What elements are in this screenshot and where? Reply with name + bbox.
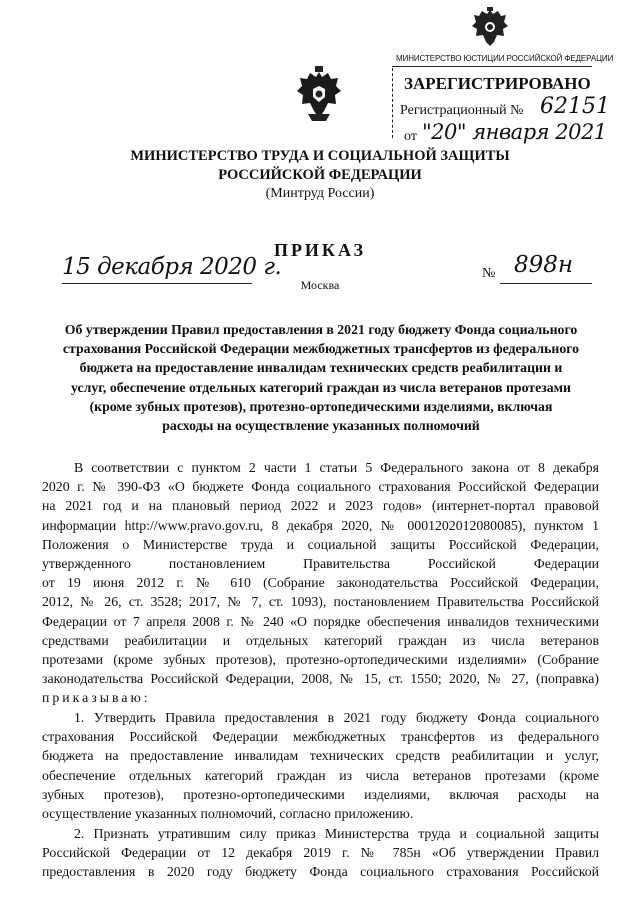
preamble-line: протезами (кроме зубных протезов), протезно-ортопедическими изделиями» (Собрание — [42, 651, 599, 667]
preamble-line: информации http://www.pravo.gov.ru, 8 декабря 2020, № 0001202012080085), пунктом 1 — [42, 517, 599, 533]
orders-word: приказываю: — [42, 690, 151, 706]
stamp-date-label: от — [404, 129, 417, 144]
item-1-line: бюджета на предоставление инвалидам технических средств реабилитации и услуг, — [42, 748, 599, 764]
ministry-short-name: (Минтруд России) — [265, 186, 375, 201]
item-2-line: 2. Признать утратившим силу приказ Министерства труда и социальной защиты — [74, 826, 599, 841]
item-1-paragraph — [42, 708, 599, 823]
preamble-paragraph — [42, 458, 599, 707]
item-1-line: 1. Утвердить Правила предоставления в 2021 году бюджету Фонда социального — [74, 710, 599, 725]
order-date: 15 декабря 2020 г. — [62, 254, 282, 280]
subject-line: расходы на осуществление указанных полномочий — [162, 418, 480, 434]
preamble-line: на 2021 год и на плановый период 2022 и 2023 годов» (интернет-портал правовой — [42, 498, 599, 514]
subject-line: услуг, обеспечение отдельных категорий граждан из числа ветеранов протезами — [70, 379, 571, 395]
preamble-line: Федерации от 7 апреля 2008 г. № 240 «О порядке обеспечения инвалидов техническими — [42, 613, 599, 629]
item-1-line: осуществление указанных полномочий, согласно приложению. — [42, 805, 414, 821]
order-number: 898н — [514, 252, 574, 278]
ministry-name-line2: РОССИЙСКОЙ ФЕДЕРАЦИИ — [218, 167, 422, 183]
stamp-reg-number-label: Регистрационный № — [400, 103, 524, 118]
item-1-line: страхования Российской Федерации межбюджетных трансфертов из федерального — [42, 729, 599, 745]
order-number-sign: № — [482, 266, 496, 281]
subject-line: страхования Российской Федерации межбюджетных трансфертов из федерального — [62, 341, 580, 357]
order-city: Москва — [300, 278, 340, 292]
order-title: ПРИКАЗ — [273, 240, 367, 260]
stamp-reg-number: 62151 — [540, 94, 610, 119]
subject-line: Об утверждении Правил предоставления в 2021 году бюджету Фонда социального — [64, 322, 578, 337]
registration-stamp — [392, 48, 614, 144]
item-2-line: предоставления в 2020 году бюджету Фонда социального страхования Российской — [42, 864, 599, 880]
order-subject — [50, 320, 592, 435]
stamp-divider — [392, 66, 592, 67]
item-2-line: Российской Федерации от 12 декабря 2019 г. № 785н «Об утверждении Правил — [42, 845, 599, 861]
preamble-line: утвержденного постановлением Правительства Российской Федерации — [42, 555, 599, 571]
item-1-line: обеспечение отдельных категорий граждан из числа ветеранов протезами (кроме — [42, 767, 599, 783]
preamble-line: законодательства Российской Федерации, 2008, № 15, ст. 1550; 2020, № 27, (поправка) — [42, 671, 599, 687]
preamble-line: от 19 июня 2012 г. № 610 (Собрание законодательства Российской Федерации, — [42, 575, 599, 591]
item-1-line: зубных протезов), протезно-ортопедическими изделиями, включая расходы на — [42, 786, 599, 802]
subject-line: (кроме зубных протезов), протезно-ортопедическими изделиями, включая — [89, 398, 553, 414]
preamble-line: В соответствии с пунктом 2 части 1 статьи 5 Федерального закона от 8 декабря — [74, 460, 599, 475]
subject-line: бюджета на предоставление инвалидам технических средств реабилитации и — [79, 360, 563, 376]
preamble-line: Положения о Министерстве труда и социальной защиты Российской Федерации, — [42, 536, 599, 552]
preamble-line: 2020 г. № 390-ФЗ «О бюджете Фонда социального страхования Российской Федерации — [42, 479, 599, 495]
preamble-line: 2012, № 26, ст. 3528; 2017, № 7, ст. 1093), постановлением Правительства Российской — [42, 594, 599, 610]
stamp-registered-label: ЗАРЕГИСТРИРОВАНО — [404, 74, 591, 93]
stamp-emblem-icon — [470, 6, 510, 48]
item-2-paragraph — [42, 824, 599, 882]
ministry-name-line1: МИНИСТЕРСТВО ТРУДА И СОЦИАЛЬНОЙ ЗАЩИТЫ — [130, 148, 510, 164]
ministry-emblem-icon — [296, 66, 342, 122]
stamp-border — [392, 68, 394, 138]
stamp-date: "20" января 2021 — [422, 120, 607, 144]
stamp-ministry-name: МИНИСТЕРСТВО ЮСТИЦИИ РОССИЙСКОЙ ФЕДЕРАЦИИ — [396, 54, 614, 63]
preamble-line: средствами реабилитации и отдельных категорий граждан из числа ветеранов — [42, 632, 599, 648]
